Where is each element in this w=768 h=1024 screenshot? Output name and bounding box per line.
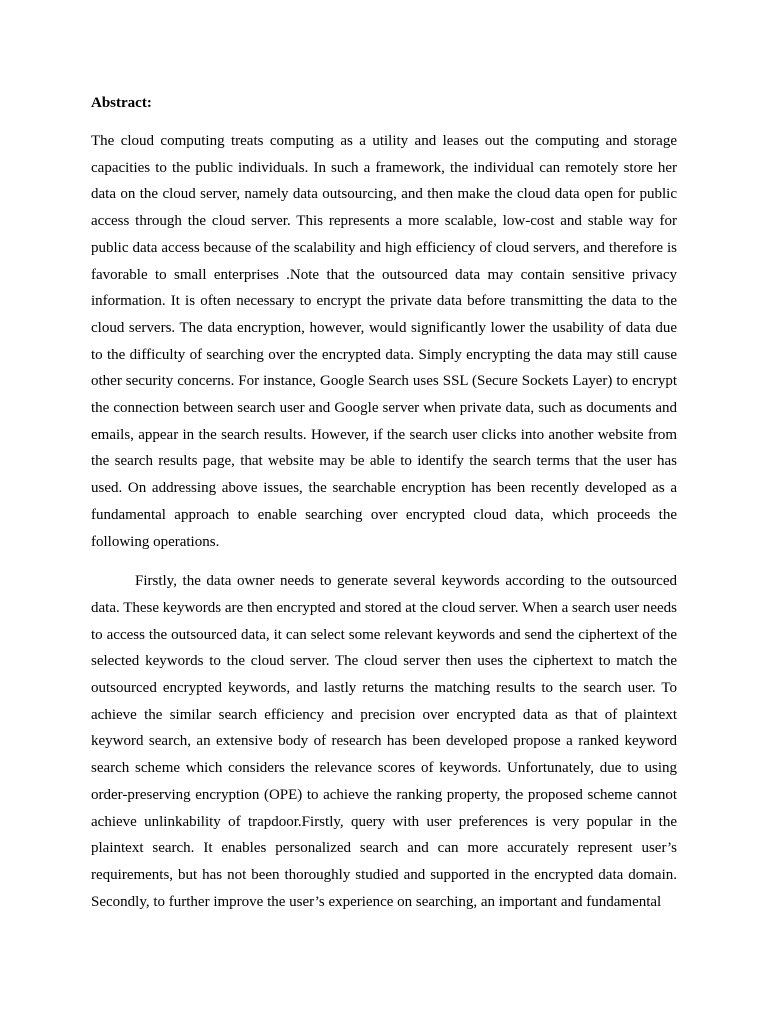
abstract-paragraph-1: The cloud computing treats computing as a utility and leases out the computing and storage capacities to the public individuals. In such a framework, the individual can remotely store her data on the cloud server, namely data outsourcing, and then make the cloud data open for public access through the cloud server. This represents a more scalable, low-cost and stable way for public data access because of the scalability and high efficiency of cloud servers, and therefore is favorable to small enterprises .Note that the outsourced data may contain sensitive privacy information. It is often necessary to encrypt the private data before transmitting the data to the cloud servers. The data encryption, however, would significantly lower the usability of data due to the difficulty of searching over the encrypted data. Simply encrypting the data may still cause other security concerns. For instance, Google Search uses SSL (Secure Sockets Layer) to encrypt the connection between search user and Google server when private data, such as documents and emails, appear in the search results. However, if the search user clicks into another website from the search results page, that website may be able to identify the search terms that the user has used. On addressing above issues, the searchable encryption has been recently developed as a fundamental approach to enable searching over encrypted cloud data, which proceeds the following operations. — [91, 133, 677, 550]
abstract-heading: Abstract: — [91, 95, 152, 111]
abstract-paragraph-2: Firstly, the data owner needs to generate several keywords according to the outsourced data. These keywords are then encrypted and stored at the cloud server. When a search user needs to access the outsourced data, it can select some relevant keywords and send the ciphertext of the selected keywords to the cloud server. The cloud server then uses the ciphertext to match the outsourced encrypted keywords, and lastly returns the matching results to the search user. To achieve the similar search efficiency and precision over encrypted data as that of plaintext keyword search, an extensive body of research has been developed propose a ranked keyword search scheme which considers the relevance scores of keywords. Unfortunately, due to using order-preserving encryption (OPE) to achieve the ranking property, the proposed scheme cannot achieve unlinkability of trapdoor.Firstly, query with user preferences is very popular in the plaintext search. It enables personalized search and can more accurately represent user’s requirements, but has not been thoroughly studied and supported in the encrypted data domain. Secondly, to further improve the user’s experience on searching, an important and fundamental — [91, 573, 677, 910]
document-body — [91, 92, 677, 915]
